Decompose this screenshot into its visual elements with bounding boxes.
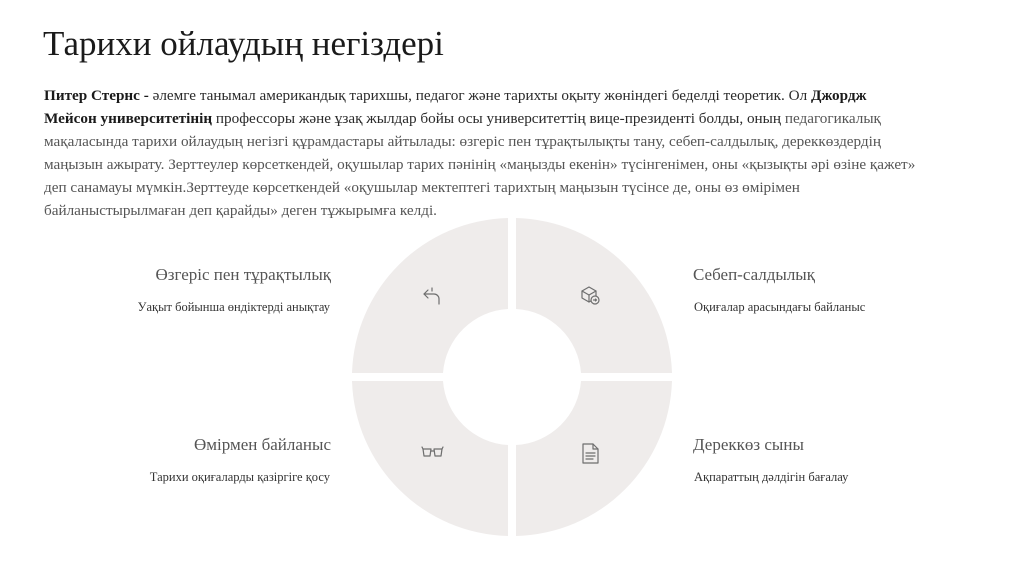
intro-author-name: Питер Стернс - <box>44 87 149 104</box>
top-left-title: Өзгеріс пен тұрақтылық <box>155 265 331 284</box>
top-left-description: Уақыт бойынша өндіктерді анықтау <box>137 300 330 314</box>
bottom-left-title: Өмірмен байланыс <box>193 435 331 454</box>
segment-top-right <box>516 218 672 373</box>
top-right-title: Себеп-салдылық <box>693 265 815 284</box>
intro-text-part2: профессоры және ұзақ жылдар бойы осы университеттің вице-президенті болды, оның <box>212 110 782 127</box>
slide-title: Тарихи ойлаудың негіздері <box>43 24 444 63</box>
segment-bottom-left <box>352 381 508 536</box>
cycle-diagram <box>348 216 676 538</box>
bottom-right-title: Дереккөз сыны <box>693 435 804 454</box>
top-right-description: Оқиғалар арасындағы байланыс <box>694 300 866 314</box>
bottom-left-description: Тарихи оқиғаларды қазіргіге қосу <box>149 470 330 484</box>
segment-top-left <box>352 218 508 373</box>
intro-university-name: Джордж Мейсон университетінің <box>44 87 867 127</box>
intro-paragraph <box>44 84 922 222</box>
intro-text-part1: әлемге танымал американдық тарихшы, педагог және тарихты оқыту жөніндегі беделді теоретик. Ол <box>148 87 811 104</box>
bottom-right-description: Ақпараттың дәлдігін бағалау <box>694 470 849 484</box>
segment-bottom-right <box>516 381 672 536</box>
intro-text-part3: педагогикалық мақаласында тарихи ойлаудың негізгі құрамдастары айтылады: өзгеріс пен тұрақтылықты тану, себеп-салдылық, дереккөздердің маңызын ажырату. Зерттеулер көрсеткендей, оқушылар тарих пәнінің «маңызды екенін» түсінгенімен, оны «қызықты әрі өзіне қажет» деп санамауы мүмкін.Зерттеуде көрсеткендей «оқушылар мектептегі тарихтың маңызын түсінсе де, оны өз өмірімен байланыстырылмаған деп қарайды» деген тұжырымға келді. <box>44 110 916 219</box>
